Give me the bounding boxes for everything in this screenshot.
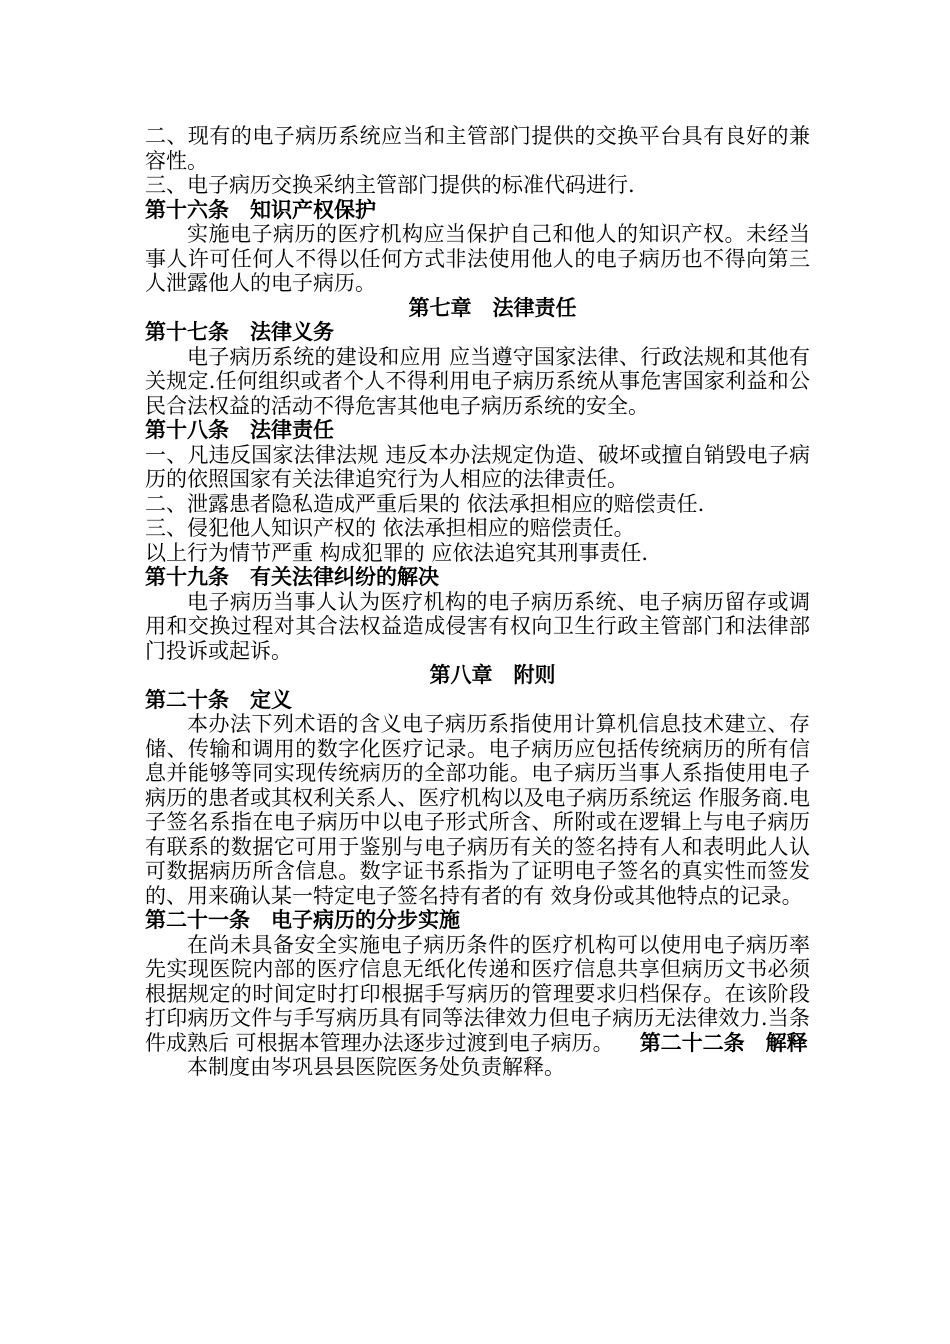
paragraph: 三、侵犯他人知识产权的 依法承担相应的赔偿责任。 <box>145 516 635 540</box>
chapter-heading: 第七章 法律责任 <box>408 295 577 320</box>
paragraph <box>145 933 810 1056</box>
article-heading: 第十七条 法律义务 <box>145 320 334 344</box>
chapter-heading: 第八章 附则 <box>429 663 556 687</box>
paragraph: 电子病历系统的建设和应用 应当遵守国家法律、行政法规和其他有关规定.任何组织或者个人不得利用电子病历系统从事危害国家利益和公民合法权益的活动不得危害其他电子病历系统的安全。 <box>145 344 810 418</box>
paragraph: 以上行为情节严重 构成犯罪的 应依法追究其刑事责任. <box>145 540 649 565</box>
article-heading: 第十九条 有关法律纠纷的解决 <box>145 565 439 589</box>
paragraph-text: 在尚未具备安全实施电子病历条件的医疗机构可以使用电子病历率先实现医院内部的医疗信息无纸化传递和医疗信息共享但病历文书必须根据规定的时间定时打印根据手写病历的管理要求归档保存。在该阶段打印病历文件与手写病历具有同等法律效力但电子病历无法律效力.当条件成熟后 可根据本管理办法逐步过渡到电子病历。 <box>145 932 810 1055</box>
article-heading: 第二十一条 电子病历的分步实施 <box>145 908 460 932</box>
paragraph: 实施电子病历的医疗机构应当保护自己和他人的知识产权。未经当事人许可任何人不得以任何方式非法使用他人的电子病历也不得向第三人泄露他人的电子病历。 <box>145 222 810 295</box>
paragraph: 三、电子病历交换采纳主管部门提供的标准代码进行. <box>145 173 635 197</box>
paragraph: 本制度由岑巩县县医院医务处负责解释。 <box>187 1055 565 1079</box>
article-heading: 第十八条 法律责任 <box>145 418 334 442</box>
document-page <box>145 124 810 1080</box>
article-heading: 第十六条 知识产权保护 <box>145 197 376 222</box>
paragraph: 本办法下列术语的含义电子病历系指使用计算机信息技术建立、存储、传输和调用的数字化医疗记录。电子病历应包括传统病历的所有信息并能够等同实现传统病历的全部功能。电子病历当事人系指使用电子病历的患者或其权利关系人、医疗机构以及电子病历系统运 作服务商.电子签名系指在电子病历中以电子形式所含、所附或在逻辑上与电子病历有联系的数据它可用于鉴别与电子病历有关的签名持有人和表明此人认可数据病历所含信息。数字证书系指为了证明电子签名的真实性而签发的、用来确认某一特定电子签名持有者的有 效身份或其他特点的记录。 <box>145 712 810 908</box>
article-heading: 第二十二条 解释 <box>639 1030 808 1055</box>
paragraph: 一、凡违反国家法律法规 违反本办法规定伪造、破坏或擅自销毁电子病历的依照国家有关法律追究行为人相应的法律责任。 <box>145 442 810 491</box>
paragraph: 二、现有的电子病历系统应当和主管部门提供的交换平台具有良好的兼容性。 <box>145 124 810 173</box>
article-heading: 第二十条 定义 <box>145 687 292 712</box>
paragraph: 电子病历当事人认为医疗机构的电子病历系统、电子病历留存或调用和交换过程对其合法权益造成侵害有权向卫生行政主管部门和法律部门投诉或起诉。 <box>145 589 810 663</box>
paragraph: 二、泄露患者隐私造成严重后果的 依法承担相应的赔偿责任. <box>145 491 705 516</box>
